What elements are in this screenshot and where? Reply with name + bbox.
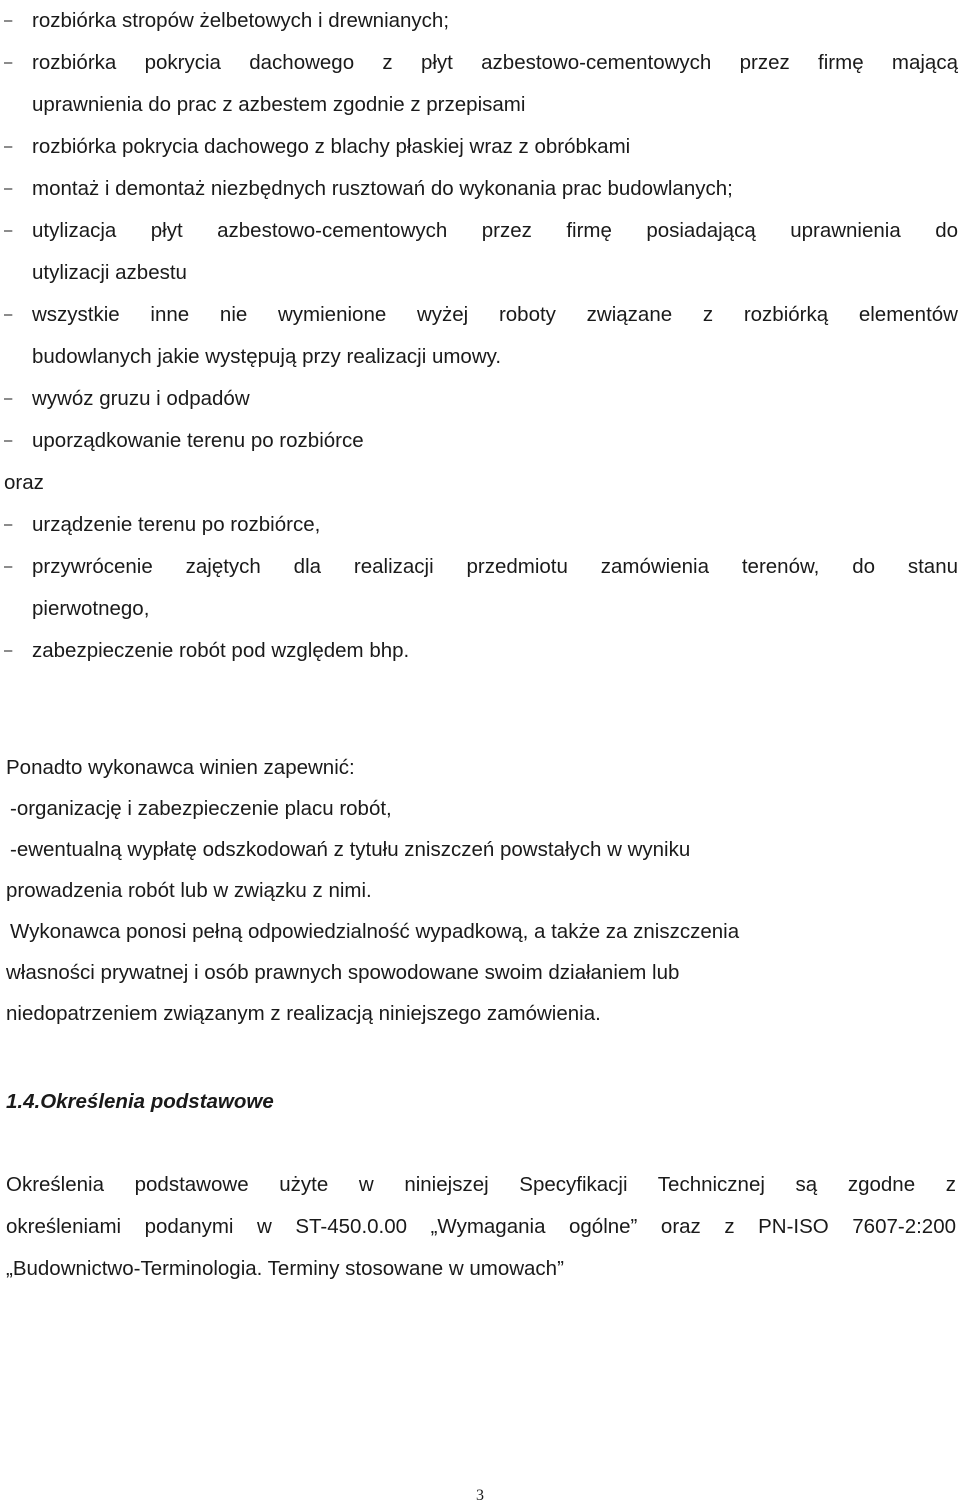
list-item-text: wywóz gruzu i odpadów — [32, 387, 250, 410]
dash-bullet: – — [4, 180, 13, 197]
list-item — [0, 42, 960, 126]
dash-bullet: – — [4, 306, 13, 323]
list-item-text: rozbiórka pokrycia dachowego z płyt azbestowo-cementowych przez firmę mającą — [32, 51, 958, 74]
obligation-item: -ewentualną wypłatę odszkodowań z tytułu zniszczeń powstałych w wyniku — [10, 838, 691, 861]
obligations-intro: Ponadto wykonawca winien zapewnić: — [6, 756, 355, 779]
list-item — [0, 168, 960, 210]
scope-of-work-list — [0, 0, 960, 672]
list-item — [0, 546, 960, 630]
definitions-paragraph — [6, 1164, 956, 1290]
list-item — [0, 0, 960, 42]
page-number: 3 — [476, 1487, 484, 1504]
list-item — [0, 504, 960, 546]
list-item-text: przywrócenie zajętych dla realizacji przedmiotu zamówienia terenów, do stanu — [32, 555, 958, 578]
obligation-item: -organizację i zabezpieczenie placu robót, — [10, 797, 392, 820]
definitions-line: Określenia podstawowe użyte w niniejszej Specyfikacji Technicznej są zgodne z — [6, 1173, 956, 1196]
dash-bullet: – — [4, 432, 13, 449]
list-item-text: rozbiórka stropów żelbetowych i drewnianych; — [32, 9, 450, 32]
liability-paragraph: niedopatrzeniem związanym z realizacją niniejszego zamówienia. — [6, 1002, 601, 1025]
list-item — [0, 294, 960, 378]
list-item-text: utylizacji azbestu — [32, 261, 187, 284]
list-item-text: urządzenie terenu po rozbiórce, — [32, 513, 321, 536]
list-item — [0, 630, 960, 672]
list-item-text: pierwotnego, — [32, 597, 150, 620]
list-item-text: montaż i demontaż niezbędnych rusztowań do wykonania prac budowlanych; — [32, 177, 733, 200]
list-item-text: rozbiórka pokrycia dachowego z blachy płaskiej wraz z obróbkami — [32, 135, 631, 158]
list-item-text: zabezpieczenie robót pod względem bhp. — [32, 639, 410, 662]
list-item-text: utylizacja płyt azbestowo-cementowych przez firmę posiadającą uprawnienia do — [32, 219, 958, 242]
dash-bullet: – — [4, 516, 13, 533]
contractor-obligations — [6, 747, 956, 1034]
list-item-text: uprawnienia do prac z azbestem zgodnie z przepisami — [32, 93, 526, 116]
list-item — [0, 378, 960, 420]
definitions-line: określeniami podanymi w ST-450.0.00 „Wymagania ogólne” oraz z PN-ISO 7607-2:200 — [6, 1215, 956, 1238]
dash-bullet: – — [4, 138, 13, 155]
dash-bullet: – — [4, 642, 13, 659]
dash-bullet: – — [4, 54, 13, 71]
dash-bullet: – — [4, 222, 13, 239]
list-item — [0, 420, 960, 462]
list-item-text: uporządkowanie terenu po rozbiórce — [32, 429, 364, 452]
list-conjunction: oraz — [4, 471, 44, 494]
list-item-text: wszystkie inne nie wymienione wyżej roboty związane z rozbiórką elementów — [32, 303, 958, 326]
section-heading: 1.4.Określenia podstawowe — [6, 1090, 274, 1113]
obligation-item-continuation: prowadzenia robót lub w związku z nimi. — [6, 879, 372, 902]
liability-paragraph: Wykonawca ponosi pełną odpowiedzialność wypadkową, a także za zniszczenia — [10, 920, 740, 943]
list-item — [0, 126, 960, 168]
dash-bullet: – — [4, 12, 13, 29]
dash-bullet: – — [4, 558, 13, 575]
liability-paragraph: własności prywatnej i osób prawnych spowodowane swoim działaniem lub — [6, 961, 680, 984]
list-item — [0, 210, 960, 294]
dash-bullet: – — [4, 390, 13, 407]
definitions-line: „Budownictwo-Terminologia. Terminy stosowane w umowach” — [6, 1257, 564, 1280]
list-item-text: budowlanych jakie występują przy realizacji umowy. — [32, 345, 502, 368]
